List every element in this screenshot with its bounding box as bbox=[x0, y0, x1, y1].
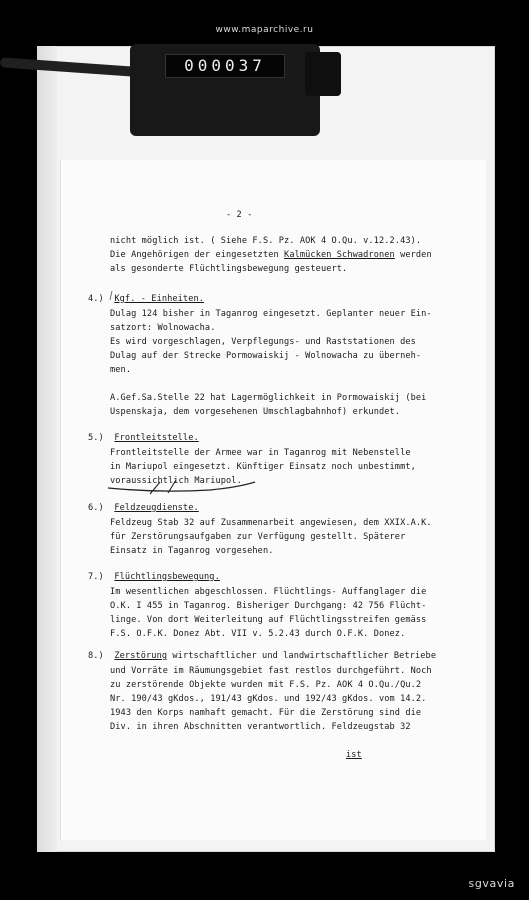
pencil-margin-mark bbox=[110, 291, 112, 300]
section-number: 7.) bbox=[88, 572, 115, 582]
text-line: Im wesentlichen abgeschlossen. Flüchtlings- Auffanglager die bbox=[110, 587, 427, 597]
pencil-underline-mark bbox=[108, 482, 255, 491]
text-line: als gesonderte Flüchtlingsbewegung gesteuert. bbox=[110, 264, 348, 274]
text-line: linge. Von dort Weiterleitung auf Flüchtlingsstreifen gemäss bbox=[110, 615, 427, 625]
text-line: Uspenskaja, dem vorgesehenen Umschlagbahnhof) erkundet. bbox=[110, 407, 401, 417]
text-line: und Vorräte im Räumungsgebiet fast restlos durchgeführt. Noch bbox=[110, 666, 432, 676]
text-line: O.K. I 455 in Taganrog. Bisheriger Durchgang: 42 756 Flücht- bbox=[110, 601, 427, 611]
text-line: für Zerstörungsaufgaben zur Verfügung gestellt. Späterer bbox=[110, 532, 406, 542]
text-line: in Mariupol eingesetzt. Künftiger Einsatz noch unbestimmt, bbox=[110, 462, 416, 472]
text-line: 1943 den Korps namhaft gemacht. Für die Zerstörung sind die bbox=[110, 708, 422, 718]
section-title: Kgf. - Einheiten. bbox=[114, 294, 205, 304]
text-line-part: Die Angehörigen der eingesetzten bbox=[110, 250, 285, 260]
underlined-term: Kalmücken Schwadronen bbox=[284, 250, 395, 260]
pencil-tick-mark bbox=[150, 480, 176, 494]
text-line: Einsatz in Taganrog vorgesehen. bbox=[110, 546, 274, 556]
watermark: sgvavia bbox=[468, 877, 515, 890]
text-line: Dulag 124 bisher in Taganrog eingesetzt. Geplanter neuer Ein- bbox=[110, 309, 432, 319]
section-title: Frontleitstelle. bbox=[114, 433, 199, 443]
text-line: A.Gef.Sa.Stelle 22 hat Lagermöglichkeit in Pormowaiskij (bei bbox=[110, 393, 427, 403]
text-line: satzort: Wolnowacha. bbox=[110, 323, 216, 333]
page-number: - 2 - bbox=[226, 210, 253, 220]
text-line: Es wird vorgeschlagen, Verpflegungs- und Raststationen des bbox=[110, 337, 416, 347]
text-line: Feldzeug Stab 32 auf Zusammenarbeit angewiesen, dem XXIX.A.K. bbox=[110, 518, 432, 528]
section-number: 6.) bbox=[88, 503, 115, 513]
continuation-text: ist bbox=[346, 750, 362, 760]
section-title: Flüchtlingsbewegung. bbox=[114, 572, 220, 582]
text-line: Frontleitstelle der Armee war in Taganrog mit Nebenstelle bbox=[110, 448, 411, 458]
text-line-part: wirtschaftlicher und landwirtschaftlicher Betriebe bbox=[167, 651, 437, 661]
text-line: zu zerstörende Objekte wurden mit F.S. Pz. AOK 4 O.Qu./Qu.2 bbox=[110, 680, 422, 690]
text-line: nicht möglich ist. ( Siehe F.S. Pz. AOK 4 O.Qu. v.12.2.43). bbox=[110, 236, 422, 246]
text-line: Dulag auf der Strecke Pormowaiskij - Wolnowacha zu übernеh- bbox=[110, 351, 422, 361]
frame-counter-display: 000037 bbox=[165, 54, 285, 78]
section-title: Zerstörung bbox=[114, 651, 168, 661]
archive-url: www.maparchive.ru bbox=[215, 25, 314, 35]
text-line: F.S. O.F.K. Donez Abt. VII v. 5.2.43 durch O.F.K. Donez. bbox=[110, 629, 406, 639]
text-line: voraussichtlich Mariupol. bbox=[110, 476, 242, 486]
text-line-part: werden bbox=[394, 250, 432, 260]
text-line: men. bbox=[110, 365, 132, 375]
text-line: Div. in ihren Abschnitten verantwortlich. Feldzeugstab 32 bbox=[110, 722, 411, 732]
section-title: Feldzeugdienste. bbox=[114, 503, 199, 513]
section-number: 8.) bbox=[88, 651, 115, 661]
text-line: Nr. 190/43 gKdos., 191/43 gKdos. und 192/43 gKdos. vom 14.2. bbox=[110, 694, 427, 704]
section-number: 5.) bbox=[88, 433, 115, 443]
section-number: 4.) bbox=[88, 294, 115, 304]
